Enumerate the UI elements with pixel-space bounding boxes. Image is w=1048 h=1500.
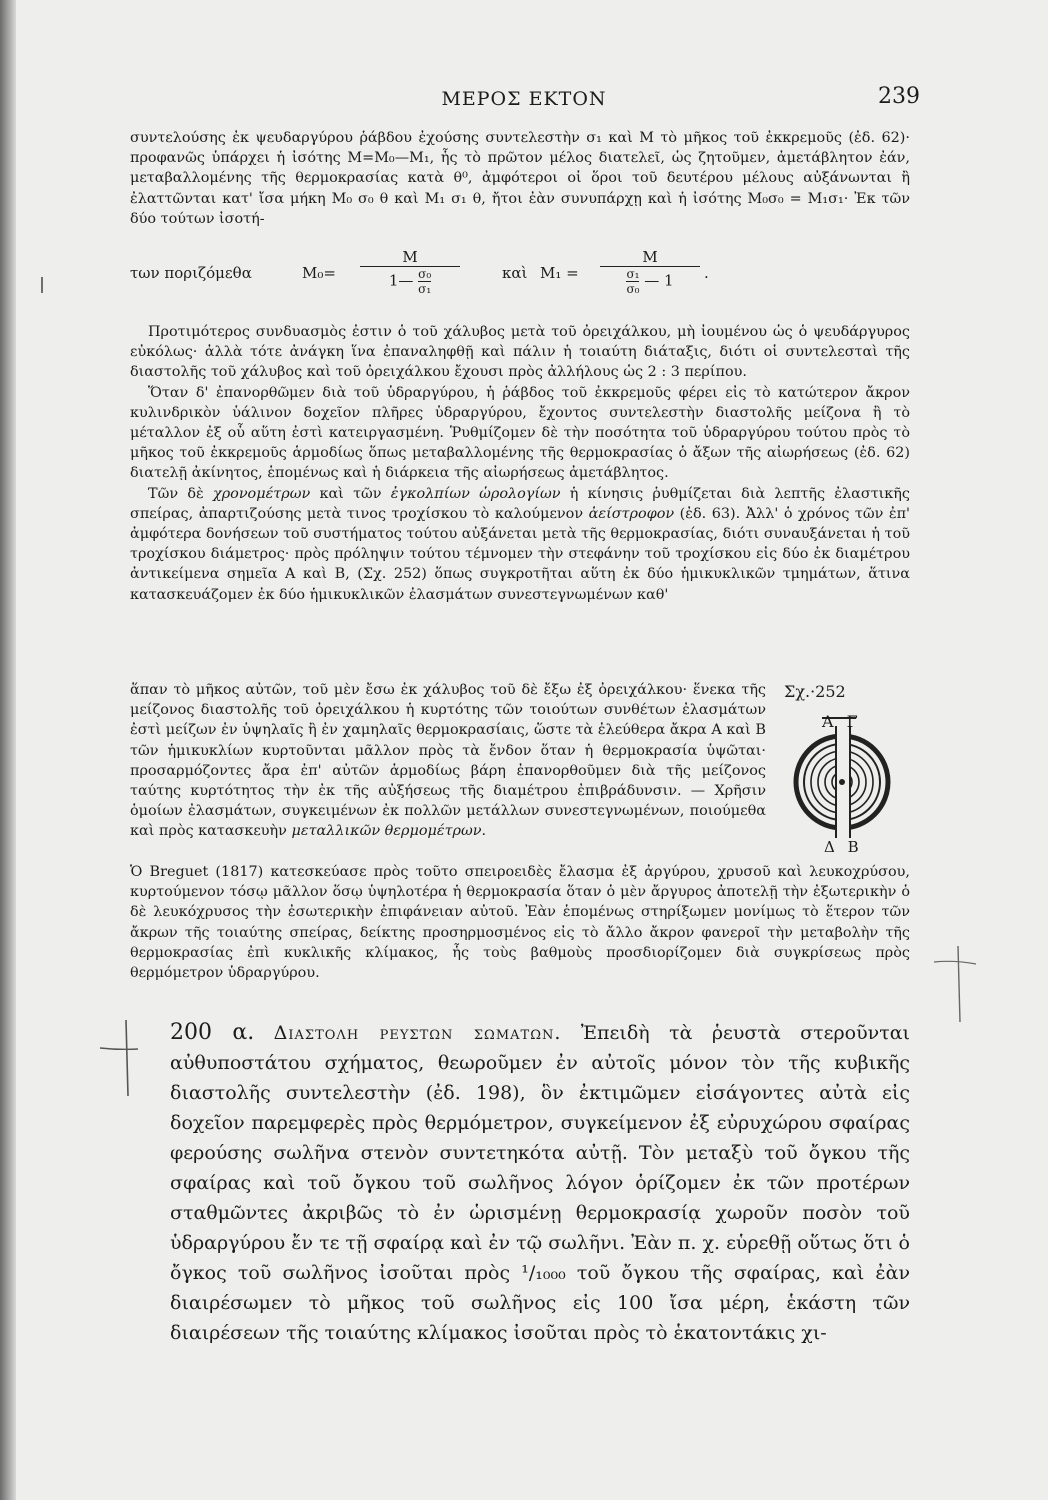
paragraph-text: Ὁ Breguet (1817) κατεσκεύασε πρὸς τοῦτο σπειροειδὲς ἔλασμα ἐξ ἀργύρου, χρυσοῦ καὶ λευκοχρύσου, κυρτούμενον τόσῳ μᾶλλον ὅσῳ ὑψηλοτέρα ἡ θερμοκρασία ὅταν ὁ μὲν ἄργυρος ἀποτελῇ τὴν ἐξωτερικὴν ὁ δὲ λευκόχρυσος τὴν ἐσωτερικὴν ἐπιφάνειαν αὐτοῦ. Ἐὰν ἑπομένως στηρίξωμεν μονίμως τὸ ἕτερον τῶν ἄκρων τῆς τοιαύτης σπείρας, δείκτης προσηρμοσμένος εἰς τὸ ἄλλο ἄκρον φανεροῖ τὴν μεταβολὴν τῆς θερμοκρασίας ἐπὶ κυκλικῆς κλίμακος, ἧς τοὺς βαθμοὺς προσδιορίζομεν διὰ συγκρίσεως πρὸς θερμόμετρον ὑδραργύρου.	[130, 864, 910, 982]
small-num: σ₀	[418, 267, 432, 281]
text-span: ἡ κίνησις ῥυθμίζεται διὰ λεπτῆς ἐλαστικῆς σπείρας, ἀπαρτιζούσης μετὰ τινος τροχίσκου τὸ καλούμενον	[130, 485, 910, 522]
running-title: ΜΕΡΟΣ ΕΚΤΟΝ	[441, 88, 607, 110]
figure-bottom-letters: Δ Β	[824, 838, 863, 856]
italic-term: ἀείστροφον	[588, 505, 675, 522]
formula-end: .	[704, 264, 709, 282]
text-span: τοῦ ὄγκου τῆς σφαίρας, καὶ ἐὰν διαιρέσωμεν τὸ μῆκος τοῦ σωλῆνος εἰς 100 ἴσα μέρη, ἑκάστη τῶν διαιρέσεων τῆς τοιαύτης κλίμακος ἰσοῦται πρὸς τὸ ἑκατοντάκις χι-	[170, 1262, 910, 1344]
wrap-paragraph	[130, 680, 766, 842]
text-span: καὶ τῶν	[310, 485, 391, 502]
small-den: σ₁	[418, 282, 432, 296]
paragraph-text: Προτιμότερος συνδυασμὸς ἐστιν ὁ τοῦ χάλυβος μετὰ τοῦ ὀρειχάλκου, μὴ ἰουμένου ὡς ὁ ψευδάργυρος εὐκόλως· ἀλλὰ τότε ἀνάγκη ἵνα ἐπαναληφθῇ καὶ πάλιν ἡ τοιαύτη διάταξις, διότι οἱ συντελεσταὶ τῆς διαστολῆς τοῦ χάλυβος καὶ τοῦ ὀρειχάλκου ἔχουσι πρὸς ἀλλήλους ὡς 2 : 3 περίπου.	[130, 324, 910, 381]
text-span: ἅπαν τὸ μῆκος αὐτῶν, τοῦ μὲν ἔσω ἐκ χάλυβος τοῦ δὲ ἔξω ἐξ ὀρειχάλκου· ἕνεκα τῆς μείζονος διαστολῆς τοῦ ὀρειχάλκου ἡ κυρτότης τῶν τοιούτων συνθέτων ἐλασμάτων ἐστὶ μείζων ἐν ὑψηλαῖς ἢ ἐν χαμηλαῖς θερμοκρασίαις, ὥστε τὰ ἐλεύθερα ἄκρα Α καὶ Β τῶν ἡμικυκλίων κυρτοῦνται μᾶλλον πρὸς τὰ ἔνδον ὅταν ἡ θερμοκρασία ὑψῶται· προσαρμόζοντες ἄρα ἐπ' αὐτῶν ἁρμοδίως βάρη ἐπανορθοῦμεν διὰ τῆς μείζονος ταύτης κυρτότητος τὴν ἐκ τῆς αὐξήσεως τῆς διαμέτρου ἐπιβράδυνσιν. — Χρῆσιν ὁμοίων ἐλασμάτων, συγκειμένων ἐκ πολλῶν μετάλλων συνεστεγνωμένων, ποιούμεθα καὶ πρὸς κατασκευὴν	[130, 682, 766, 840]
middle-paragraphs	[130, 322, 910, 605]
pencil-cross-mark	[98, 1018, 158, 1098]
fraction-inline: ¹/₁₀₀₀	[521, 1262, 566, 1284]
paragraph-text: συντελούσης ἐκ ψευδαργύρου ῥάβδου ἐχούσης συντελεστὴν σ₁ καὶ M τὸ μῆκος τοῦ ἐκκρεμοῦς (ἐδ. 62)· προφανῶς ὑπάρχει ἡ ἰσότης M=M₀—M₁, ἧς τὸ πρῶτον μέλος διατελεῖ, ὡς ζητοῦμεν, ἀμετάβλητον ἐάν, μεταβαλλομένης τῆς θερμοκρασίας κατὰ θ⁰, ἀμφότεροι οἱ ὅροι τοῦ δευτέρου μέλους αὐξάνωνται ἢ ἐλαττῶνται κατ' ἴσα μήκη M₀ σ₀ θ καὶ M₁ σ₁ θ, ἤτοι ἐὰν συνυπάρχῃ καὶ ἡ ἰσότης M₀σ₀ = M₁σ₁· Ἐκ τῶν δύο τούτων ἰσοτή-	[130, 130, 910, 227]
formula	[130, 244, 910, 320]
section-200a	[170, 1018, 910, 1348]
small-fraction	[418, 267, 431, 296]
section-heading: Διαστολη ρευστων σωματων.	[273, 1022, 562, 1044]
formula-lead: των ποριζόμεθα	[130, 264, 252, 282]
figure-label: Σχ.·252	[784, 682, 846, 701]
fraction-m1	[600, 248, 700, 296]
fraction-m0	[360, 248, 460, 296]
den-right: — 1	[644, 271, 674, 290]
paragraph-text	[130, 680, 766, 842]
italic-term: ἐγκολπίων ὡρολογίων	[390, 485, 561, 502]
fraction-denominator	[360, 267, 460, 296]
small-fraction	[626, 267, 639, 296]
top-paragraph	[130, 128, 910, 229]
formula-m1: M₁ =	[540, 264, 579, 282]
italic-term: χρονομέτρων	[212, 485, 311, 502]
text-span: (ἐδ. 63). Ἀλλ' ὁ χρόνος τῶν ἐπ' ἀμφότερα δονήσεων τοῦ συστήματος τούτου αὐξάνεται μετὰ τῆς θερμοκρασίας, διότι συναυξάνεται ἡ τοῦ τροχίσκου διάμετρος· πρὸς πρόληψιν τούτου τέμνομεν τὴν στεφάνην τοῦ τροχίσκου εἰς δύο ἐκ διαμέτρου ἀντικείμενα σημεῖα Α καὶ Β, (Σχ. 252) ὅπως συγκροτῆται αὕτη ἐκ δύο ἡμικυκλικῶν τμημάτων, ἅτινα κατασκευάζομεν ἐκ δύο ἡμικυκλικῶν ἐλασμάτων συνεστεγνωμένων καθ'	[130, 505, 911, 603]
page-number: 239	[878, 84, 920, 109]
section-paragraph	[170, 1018, 910, 1348]
fraction-numerator: M	[360, 248, 460, 267]
page-edge	[0, 0, 16, 1500]
chronometer-paragraph	[130, 484, 910, 605]
text-span: .	[481, 823, 487, 840]
text-span: Τῶν δὲ	[148, 485, 213, 502]
small-num: σ₁	[626, 267, 640, 281]
pencil-cross-mark	[930, 944, 980, 1024]
den-left: 1—	[388, 271, 414, 290]
formula-kai: καὶ	[502, 264, 528, 282]
text-span: Ἐπειδὴ τὰ ῥευστὰ στεροῦνται αὐθυποστάτου σχήματος, θεωροῦμεν ἐν αὐτοῖς μόνον τὸν τῆς κυβικῆς διαστολῆς συντελεστὴν (ἐδ. 198), ὃν ἐκτιμῶμεν εἰσάγοντες αὐτὰ εἰς δοχεῖον παρεμφερὲς πρὸς θερμόμετρον, συγκείμενον ἐξ εὐρυχώρου σφαίρας φερούσης σωλῆνα στενὸν συντετηκότα αὐτῇ. Τὸν μεταξὺ τοῦ ὄγκου τῆς σφαίρας καὶ τοῦ ὄγκου τοῦ σωλῆνος λόγον ὁρίζομεν ἐκ τῶν προτέρων σταθμῶντες ἀκριβῶς τὸ ἐν ὡρισμένῃ θερμοκρασίᾳ χωροῦν ποσὸν τοῦ ὑδραργύρου ἔν τε τῇ σφαίρᾳ καὶ ἐν τῷ σωλῆνι. Ἐὰν π. χ. εὑρεθῇ οὕτως ὅτι ὁ ὄγκος τοῦ σωλῆνος ἰσοῦται πρὸς	[170, 1022, 910, 1284]
fraction-denominator	[600, 267, 700, 296]
figure-top-letters: Α Γ	[822, 712, 862, 731]
page-header	[0, 84, 1048, 118]
formula-m0: M₀=	[302, 264, 336, 282]
margin-tick-mark	[40, 277, 44, 293]
paragraph-text: Ὅταν δ' ἐπανορθῶμεν διὰ τοῦ ὑδραργύρου, ἡ ῥάβδος τοῦ ἐκκρεμοῦς φέρει εἰς τὸ κατώτερον ἄκρον κυλινδρικὸν ὑάλινον δοχεῖον πλῆρες ὑδραργύρου, ἔχοντος συντελεστὴν διαστολῆς μείζονα ἢ τὸ μέταλλον ἐξ οὗ αὕτη ἐστὶ κατειργασμένη. Ῥυθμίζομεν δὲ τὴν ποσότητα τοῦ ὑδραργύρου τούτου πρὸς τὸ μῆκος τοῦ ἐκκρεμοῦς ἁρμοδίως ὅπως μεταβαλλομένης τῆς θερμοκρασίας ὁ ἄξων τῆς αἰωρήσεως (ἐδ. 62) διατελῇ ἀκίνητος, ἑπομένως καὶ ἡ διάρκεια τῆς αἰωρήσεως ἀμετάβλητος.	[130, 384, 910, 482]
figure-252	[772, 682, 912, 862]
breguet-paragraph	[130, 862, 910, 983]
section-number: 200 α.	[170, 1020, 255, 1045]
fraction-numerator: M	[600, 248, 700, 267]
small-den: σ₀	[626, 282, 640, 296]
italic-term: μεταλλικῶν θερμομέτρων	[291, 823, 482, 840]
